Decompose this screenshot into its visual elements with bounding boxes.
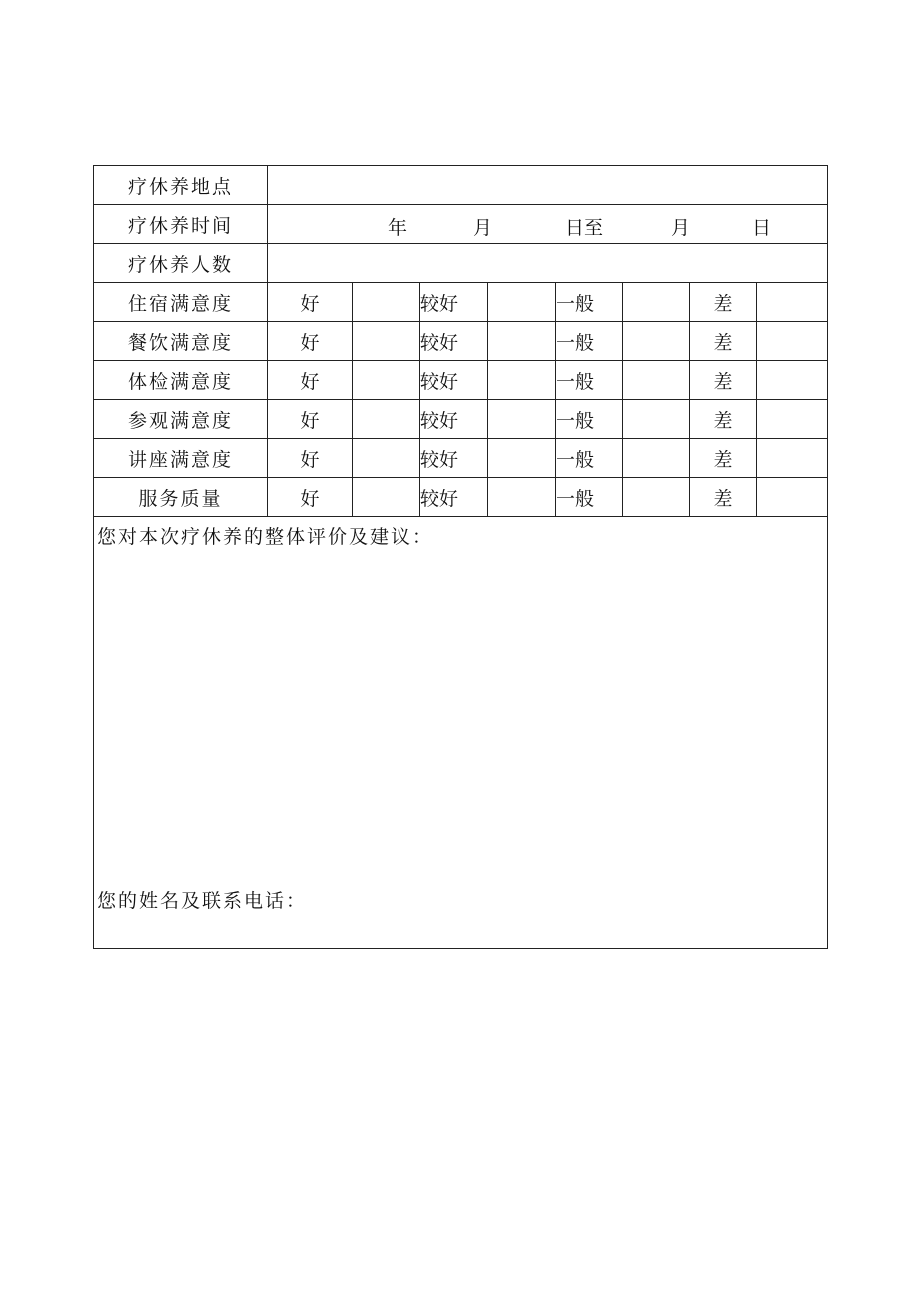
rating-row — [94, 283, 828, 322]
count-label: 疗休养人数 — [94, 244, 268, 283]
year-unit: 年 — [388, 217, 408, 239]
location-field[interactable] — [268, 166, 828, 205]
time-row — [94, 205, 828, 244]
rating-checkbox-good[interactable] — [353, 400, 420, 439]
comment-row — [94, 517, 828, 949]
rating-option-good-label: 好 — [268, 361, 353, 400]
rating-row-label: 住宿满意度 — [94, 283, 268, 322]
rating-row — [94, 361, 828, 400]
count-field[interactable] — [268, 244, 828, 283]
rating-checkbox-good[interactable] — [353, 478, 420, 517]
rating-checkbox-good[interactable] — [353, 322, 420, 361]
rating-checkbox-fairly-good[interactable] — [488, 400, 556, 439]
rating-checkbox-average[interactable] — [623, 478, 690, 517]
rating-option-fairly-good-label: 较好 — [420, 400, 488, 439]
rating-option-poor-label: 差 — [690, 322, 757, 361]
rating-option-average-label: 一般 — [556, 283, 623, 322]
rating-option-poor-label: 差 — [690, 361, 757, 400]
rating-checkbox-good[interactable] — [353, 283, 420, 322]
rating-option-fairly-good-label: 较好 — [420, 322, 488, 361]
rating-row-label: 服务质量 — [94, 478, 268, 517]
rating-option-average-label: 一般 — [556, 322, 623, 361]
rating-checkbox-poor[interactable] — [757, 400, 828, 439]
rating-option-poor-label: 差 — [690, 283, 757, 322]
rating-checkbox-poor[interactable] — [757, 283, 828, 322]
rating-checkbox-poor[interactable] — [757, 322, 828, 361]
rating-checkbox-average[interactable] — [623, 400, 690, 439]
day-end-unit: 日 — [752, 217, 772, 239]
month-start-unit: 月 — [473, 217, 493, 239]
rating-row — [94, 439, 828, 478]
rating-checkbox-fairly-good[interactable] — [488, 322, 556, 361]
rating-checkbox-fairly-good[interactable] — [488, 478, 556, 517]
rating-row-label: 体检满意度 — [94, 361, 268, 400]
rating-option-average-label: 一般 — [556, 439, 623, 478]
rating-option-fairly-good-label: 较好 — [420, 478, 488, 517]
feedback-form-table — [93, 165, 828, 949]
rating-row — [94, 400, 828, 439]
rating-option-fairly-good-label: 较好 — [420, 283, 488, 322]
rating-option-good-label: 好 — [268, 283, 353, 322]
rating-checkbox-fairly-good[interactable] — [488, 361, 556, 400]
rating-row-label: 参观满意度 — [94, 400, 268, 439]
rating-checkbox-poor[interactable] — [757, 361, 828, 400]
rating-row — [94, 322, 828, 361]
rating-option-poor-label: 差 — [690, 478, 757, 517]
rating-checkbox-fairly-good[interactable] — [488, 439, 556, 478]
rating-checkbox-average[interactable] — [623, 322, 690, 361]
rating-checkbox-average[interactable] — [623, 361, 690, 400]
rating-checkbox-good[interactable] — [353, 439, 420, 478]
time-label: 疗休养时间 — [94, 205, 268, 244]
rating-option-good-label: 好 — [268, 400, 353, 439]
location-row — [94, 166, 828, 205]
rating-row-label: 讲座满意度 — [94, 439, 268, 478]
rating-option-good-label: 好 — [268, 439, 353, 478]
rating-checkbox-poor[interactable] — [757, 478, 828, 517]
rating-option-poor-label: 差 — [690, 400, 757, 439]
rating-option-poor-label: 差 — [690, 439, 757, 478]
rating-option-good-label: 好 — [268, 478, 353, 517]
rating-option-fairly-good-label: 较好 — [420, 361, 488, 400]
time-field[interactable] — [268, 205, 828, 244]
comment-area[interactable] — [94, 517, 828, 949]
rating-row — [94, 478, 828, 517]
rating-checkbox-average[interactable] — [623, 439, 690, 478]
rating-option-fairly-good-label: 较好 — [420, 439, 488, 478]
rating-checkbox-poor[interactable] — [757, 439, 828, 478]
rating-checkbox-fairly-good[interactable] — [488, 283, 556, 322]
day-to-unit: 日至 — [565, 217, 604, 239]
comment-prompt: 您对本次疗休养的整体评价及建议： — [97, 526, 434, 548]
rating-option-average-label: 一般 — [556, 361, 623, 400]
rating-row-label: 餐饮满意度 — [94, 322, 268, 361]
month-end-unit: 月 — [671, 217, 691, 239]
rating-checkbox-good[interactable] — [353, 361, 420, 400]
rating-option-good-label: 好 — [268, 322, 353, 361]
rating-option-average-label: 一般 — [556, 478, 623, 517]
contact-prompt: 您的姓名及联系电话： — [97, 890, 308, 912]
rating-checkbox-average[interactable] — [623, 283, 690, 322]
rating-option-average-label: 一般 — [556, 400, 623, 439]
count-row — [94, 244, 828, 283]
location-label: 疗休养地点 — [94, 166, 268, 205]
